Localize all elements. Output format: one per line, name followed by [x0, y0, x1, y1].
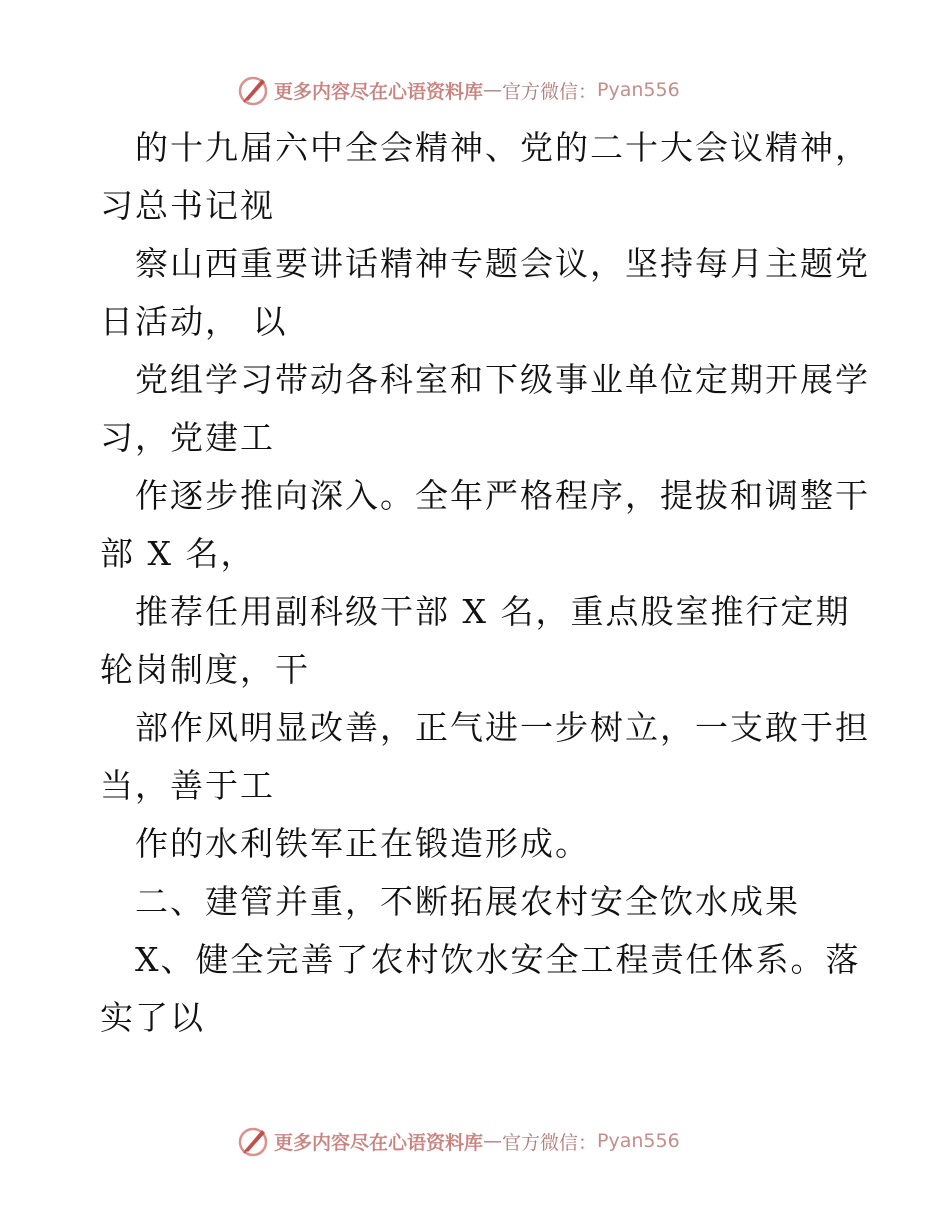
- header-watermark: [236, 73, 680, 107]
- quill-pen-logo-icon: [236, 73, 270, 107]
- footer-watermark: [236, 1124, 680, 1158]
- watermark-account: Pyan556: [597, 79, 680, 101]
- text-line: 的十九届六中全会精神、党的二十大会议精神，: [135, 128, 870, 167]
- section-heading: 二、建管并重，不断拓展农村安全饮水成果: [135, 882, 800, 921]
- text-line: 实了以: [100, 998, 205, 1037]
- watermark-separator: —: [483, 79, 503, 101]
- text-line: 推荐任用副科级干部 X 名，重点股室推行定期: [135, 592, 851, 631]
- text-line: 党组学习带动各科室和下级事业单位定期开展学: [135, 360, 870, 399]
- text-line: 日活动， 以: [100, 302, 288, 341]
- text-line: 当，善于工: [100, 766, 275, 805]
- watermark-brand: 更多内容尽在心语资料库: [274, 80, 484, 103]
- watermark-label: 官方微信：: [502, 1131, 598, 1154]
- text-line: X、健全完善了农村饮水安全工程责任体系。落: [135, 940, 861, 979]
- text-line: 作逐步推向深入。全年严格程序，提拔和调整干: [135, 476, 870, 515]
- quill-pen-logo-icon: [236, 1124, 270, 1158]
- watermark-brand: 更多内容尽在心语资料库: [274, 1131, 484, 1154]
- watermark-separator: —: [483, 1130, 503, 1152]
- text-line: 察山西重要讲话精神专题会议，坚持每月主题党: [135, 244, 870, 283]
- text-line: 作的水利铁军正在锻造形成。: [135, 824, 590, 863]
- text-line: 习，党建工: [100, 418, 275, 457]
- text-line: 部作风明显改善，正气进一步树立，一支敢于担: [135, 708, 870, 747]
- watermark-account: Pyan556: [597, 1130, 680, 1152]
- text-line: 习总书记视: [100, 186, 275, 225]
- text-line: 轮岗制度，干: [100, 650, 310, 689]
- watermark-label: 官方微信：: [502, 80, 598, 103]
- text-line: 部 X 名，: [100, 534, 256, 573]
